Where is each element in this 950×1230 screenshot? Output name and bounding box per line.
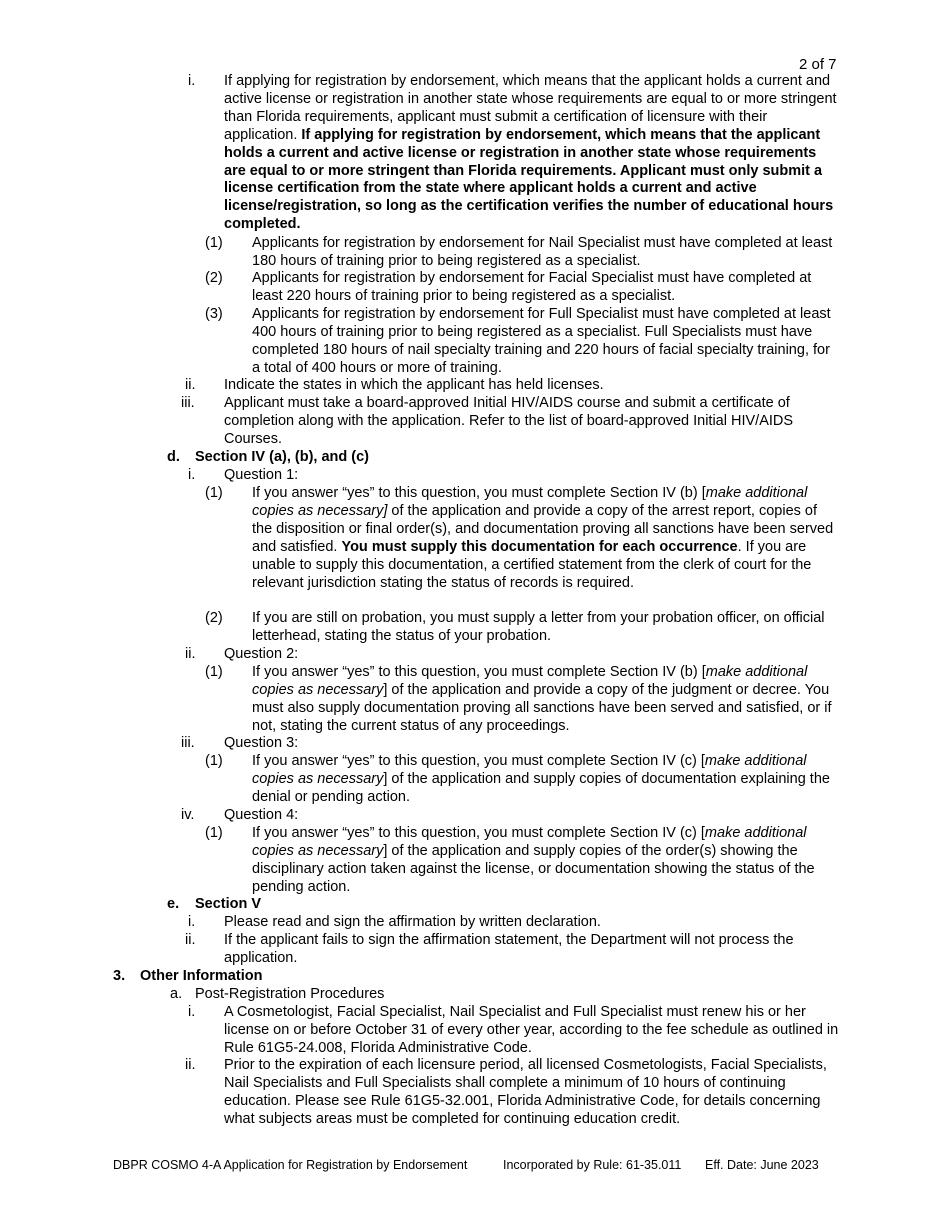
subsection-heading: Post-Registration Procedures bbox=[195, 986, 385, 1002]
list-marker: ii. bbox=[185, 646, 196, 662]
text-run: ] of the application and provide a copy of the judgment or decree. You must also supply documentation proving all sanctions have been served and satisfied, or if not, stating the current status of any proceedings. bbox=[252, 681, 832, 734]
section-heading: Section IV (a), (b), and (c) bbox=[195, 449, 370, 465]
list-marker: a. bbox=[170, 986, 183, 1002]
paragraph-text: If applying for registration by endorsement, which means that the applicant holds a current and active license or registration in another state whose requirements are equal to or more stringent than Florida requirements, applicant must submit a certification of licensure with their application. bbox=[224, 73, 837, 143]
question-label: Question 1: bbox=[224, 467, 299, 483]
text-run: If you answer “yes” to this question, you must complete Section IV (c) [ bbox=[252, 825, 705, 841]
list-item: Applicant must take a board-approved Initial HIV/AIDS course and submit a certificate of completion along with the application. Refer to the list of board-approved Initial HIV/AIDS Courses. bbox=[224, 395, 794, 447]
list-marker: (1) bbox=[205, 753, 223, 769]
question-label: Question 2: bbox=[224, 646, 299, 662]
list-item bbox=[252, 664, 840, 736]
list-marker: i. bbox=[188, 467, 196, 483]
list-marker: ii. bbox=[185, 1057, 196, 1073]
list-item: Applicants for registration by endorsement for Nail Specialist must have completed at least 180 hours of training prior to being registered as a specialist. bbox=[252, 235, 833, 269]
bold-text: You must supply this documentation for each occurrence bbox=[341, 538, 738, 555]
list-marker: iii. bbox=[181, 735, 195, 751]
italic-text: make additional copies as necessary bbox=[252, 664, 808, 698]
page-number: 2 of 7 bbox=[799, 56, 837, 73]
endorsement-paragraph bbox=[224, 73, 840, 234]
list-marker: iv. bbox=[181, 807, 195, 823]
footer-date: Eff. Date: June 2023 bbox=[705, 1158, 819, 1172]
list-marker: iii. bbox=[181, 395, 195, 411]
list-marker: e. bbox=[167, 896, 180, 912]
question-label: Question 4: bbox=[224, 807, 299, 823]
text-run: If you answer “yes” to this question, you must complete Section IV (b) [ bbox=[252, 664, 706, 680]
text-run: . If you are unable to supply this documentation, a certified statement from the clerk of court for the relevant jurisdiction stating the status of records is required. bbox=[252, 538, 812, 591]
list-marker: (1) bbox=[205, 235, 223, 251]
list-marker: (2) bbox=[205, 270, 223, 286]
text-run: ] of the application and supply copies of the order(s) showing the disciplinary action taken against the license, or documentation showing the status of the pending action. bbox=[252, 842, 815, 895]
list-item: If you are still on probation, you must supply a letter from your probation officer, on official letterhead, stating the status of your probation. bbox=[252, 610, 825, 644]
footer-rule: Incorporated by Rule: 61-35.011 bbox=[503, 1158, 682, 1172]
list-item: If the applicant fails to sign the affirmation statement, the Department will not process the application. bbox=[224, 932, 794, 966]
list-marker: (1) bbox=[205, 825, 223, 841]
text-run: If you answer “yes” to this question, you must complete Section IV (c) [ bbox=[252, 753, 705, 769]
list-marker: (3) bbox=[205, 306, 223, 322]
list-item: Prior to the expiration of each licensure period, all licensed Cosmetologists, Facial Specialists, Nail Specialists and Full Specialists shall complete a minimum of 10 hours of continuing education. Please see Rule 61G5-32.001, Florida Administrative Code, for details concerning what subjects areas must be completed for continuing education credit. bbox=[224, 1057, 827, 1127]
bold-paragraph-text: If applying for registration by endorsement, which means that the applicant holds a current and active license or registration in another state whose requirements are equal to or more stringent than Florida requirements. Applicant must only submit a license certification from the state where applicant holds a current and active license/registration, so long as the certification verifies the number of educational hours completed. bbox=[224, 126, 834, 233]
list-item: Please read and sign the affirmation by written declaration. bbox=[224, 914, 601, 930]
list-marker: i. bbox=[188, 73, 196, 89]
italic-text: make additional copies as necessary bbox=[252, 753, 807, 787]
footer-form-name: DBPR COSMO 4-A Application for Registration by Endorsement bbox=[113, 1158, 468, 1172]
list-item: Applicants for registration by endorsement for Facial Specialist must have completed at least 220 hours of training prior to being registered as a specialist. bbox=[252, 270, 812, 304]
question-label: Question 3: bbox=[224, 735, 299, 751]
list-item: Applicants for registration by endorsement for Full Specialist must have completed at least 400 hours of training prior to being registered as a specialist. Full Specialists must have completed 180 hours of nail specialty training and 220 hours of facial specialty training, for a total of 400 hours or more of training. bbox=[252, 306, 831, 376]
section-heading: Other Information bbox=[140, 968, 263, 984]
list-marker: i. bbox=[188, 914, 196, 930]
list-marker: (1) bbox=[205, 664, 223, 680]
list-item bbox=[252, 753, 840, 807]
list-marker: i. bbox=[188, 1004, 196, 1020]
text-run: If you answer “yes” to this question, you must complete Section IV (b) [ bbox=[252, 485, 706, 501]
list-item bbox=[252, 825, 840, 897]
list-item: Indicate the states in which the applicant has held licenses. bbox=[224, 377, 604, 393]
text-run: ] of the application and supply copies of documentation explaining the denial or pending action. bbox=[252, 770, 830, 805]
list-marker: (2) bbox=[205, 610, 223, 626]
list-item bbox=[252, 485, 840, 592]
italic-text: make additional copies as necessary] bbox=[252, 485, 808, 519]
list-marker: d. bbox=[167, 449, 180, 465]
list-item: A Cosmetologist, Facial Specialist, Nail Specialist and Full Specialist must renew his or her license on or before October 31 of every other year, according to the fee schedule as outlined in Rule 61G5-24.008, Florida Administrative Code. bbox=[224, 1004, 839, 1056]
list-marker: (1) bbox=[205, 485, 223, 501]
text-run: of the application and provide a copy of the arrest report, copies of the disposition or final order(s), and documentation proving all sanctions have been served and satisfied. bbox=[252, 502, 834, 555]
italic-text: make additional copies as necessary bbox=[252, 825, 807, 859]
list-marker: 3. bbox=[113, 968, 126, 984]
list-marker: ii. bbox=[185, 377, 196, 393]
list-marker: ii. bbox=[185, 932, 196, 948]
section-heading: Section V bbox=[195, 896, 262, 912]
